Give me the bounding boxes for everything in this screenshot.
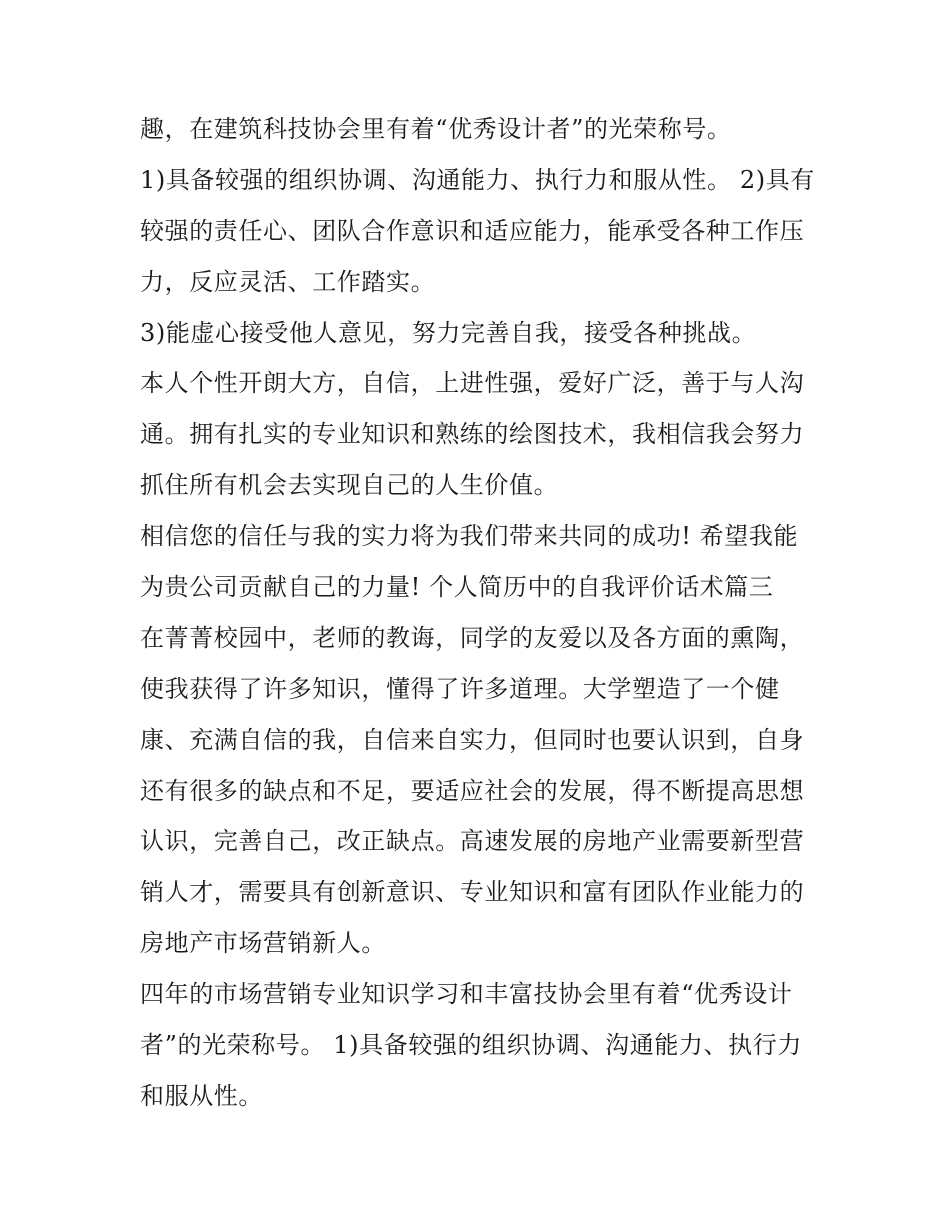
text-line: 销人才，需要具有创新意识、专业知识和富有团队作业能力的 xyxy=(140,878,805,907)
text-line: 认识，完善自己，改正缺点。高速发展的房地产业需要新型营 xyxy=(140,827,805,856)
text-line: 者”的光荣称号。 1)具备较强的组织协调、沟通能力、执行力 xyxy=(140,1031,802,1060)
text-line: 和服从性。 xyxy=(140,1081,263,1110)
text-line: 3)能虚心接受他人意见，努力完善自我，接受各种挑战。 xyxy=(140,318,757,347)
text-line: 房地产市场营销新人。 xyxy=(140,929,386,958)
text-line: 1)具备较强的组织协调、沟通能力、执行力和服从性。 2)具有 xyxy=(140,165,815,194)
document-body xyxy=(140,104,820,1122)
text-line: 通。拥有扎实的专业知识和熟练的绘图技术，我相信我会努力 xyxy=(140,420,805,449)
text-line: 本人个性开朗大方，自信，上进性强，爱好广泛，善于与人沟 xyxy=(140,369,805,398)
text-line: 力，反应灵活、工作踏实。 xyxy=(140,267,436,296)
text-line: 趣，在建筑科技协会里有着“优秀设计者”的光荣称号。 xyxy=(140,115,732,143)
text-line: 还有很多的缺点和不足，要适应社会的发展，得不断提高思想 xyxy=(140,776,805,805)
text-line: 四年的市场营销专业知识学习和丰富技协会里有着“优秀设计 xyxy=(140,980,793,1009)
text-line: 为贵公司贡献自己的力量! 个人简历中的自我评价话术篇三 xyxy=(140,573,774,602)
text-line: 较强的责任心、团队合作意识和适应能力，能承受各种工作压 xyxy=(140,216,805,245)
text-line: 使我获得了许多知识，懂得了许多道理。大学塑造了一个健 xyxy=(140,674,780,703)
text-line: 康、充满自信的我，自信来自实力，但同时也要认识到，自身 xyxy=(140,725,805,754)
text-line: 相信您的信任与我的实力将为我们带来共同的成功! 希望我能 xyxy=(140,522,799,551)
text-line: 抓住所有机会去实现自己的人生价值。 xyxy=(140,471,559,500)
text-line: 在菁菁校园中，老师的教诲，同学的友爱以及各方面的熏陶， xyxy=(140,623,805,652)
